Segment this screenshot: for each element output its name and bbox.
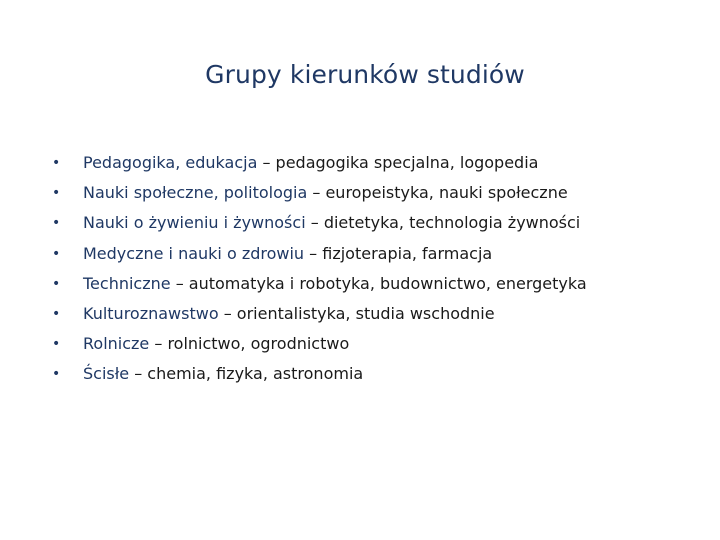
list-item-text [83, 329, 349, 359]
list-item-text [83, 299, 495, 329]
bullet-icon: • [52, 305, 61, 322]
item-separator: – [257, 153, 276, 172]
bullet-icon: • [52, 185, 61, 202]
item-separator: – [307, 183, 326, 203]
item-term: Techniczne [83, 273, 171, 293]
item-term: Nauki o żywieniu i żywności [83, 213, 306, 233]
list-item-text [83, 148, 538, 178]
list-item-text [83, 269, 587, 299]
item-details: automatyka i robotyka, budownictwo, energetyka [188, 273, 587, 293]
item-term: Ścisłe [83, 364, 130, 384]
list-item-text [83, 239, 492, 269]
item-details: orientalistyka, studia wschodnie [236, 303, 495, 323]
bullet-icon: • [52, 155, 61, 171]
item-term: Rolnicze [83, 334, 150, 354]
item-term: Pedagogika, edukacja [83, 153, 258, 172]
item-separator: – [304, 243, 323, 263]
item-separator: – [170, 273, 189, 293]
item-details: dietetyka, technologia żywności [323, 213, 581, 233]
list-item-text [83, 178, 568, 208]
item-details: fizjoterapia, farmacja [322, 243, 493, 263]
item-separator: – [218, 303, 237, 323]
item-details: pedagogika specjalna, logopedia [275, 153, 539, 172]
item-details: europeistyka, nauki społeczne [325, 183, 568, 203]
item-term: Medyczne i nauki o zdrowiu [83, 243, 305, 263]
item-term: Nauki społeczne, politologia [83, 183, 308, 203]
bullet-icon: • [52, 275, 61, 292]
list-item-text [83, 208, 580, 238]
bullet-icon: • [52, 215, 61, 232]
item-details: chemia, fizyka, astronomia [147, 364, 364, 384]
bullet-icon: • [52, 336, 61, 353]
bullet-icon: • [52, 366, 61, 383]
bullet-icon: • [52, 245, 61, 262]
slide-title: Grupy kierunków studiów [205, 60, 525, 89]
item-term: Kulturoznawstwo [83, 303, 219, 323]
list-item-text [83, 359, 363, 389]
item-separator: – [129, 364, 148, 384]
item-details: rolnictwo, ogrodnictwo [167, 334, 350, 354]
item-separator: – [305, 213, 324, 233]
item-separator: – [149, 334, 168, 354]
